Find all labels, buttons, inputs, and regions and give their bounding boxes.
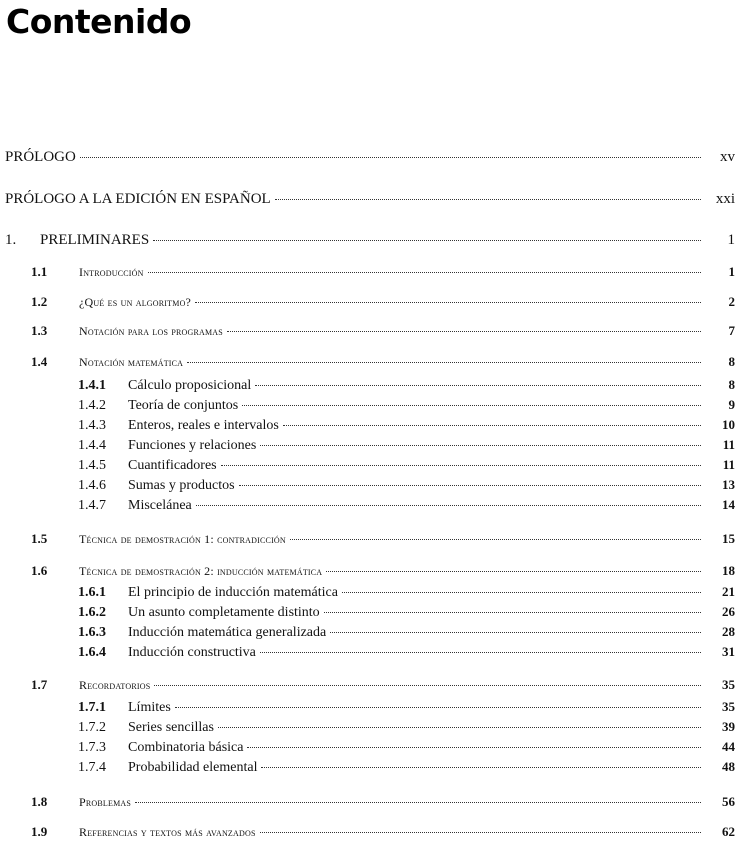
toc-entry-number: 1.4 — [31, 354, 48, 369]
dot-leader — [135, 802, 701, 803]
toc-entry-title: El principio de inducción matemática — [128, 585, 338, 600]
toc-entry-title: Combinatoria básica — [128, 740, 244, 755]
toc-entry-number: 1.6.4 — [78, 645, 106, 660]
toc-entry-title: Inducción matemática generalizada — [128, 625, 327, 640]
dot-leader — [148, 272, 701, 273]
toc-entry-1-6 — [0, 564, 739, 577]
toc-entry-prologo — [0, 150, 739, 165]
toc-entry-page: 35 — [722, 699, 735, 714]
toc-entry-page: 48 — [722, 759, 735, 774]
toc-entry-page: 11 — [722, 457, 735, 472]
toc-entry-title: Cálculo proposicional — [128, 378, 252, 393]
toc-entry-1-7-3 — [0, 740, 739, 755]
toc-entry-page: 2 — [728, 294, 735, 309]
dot-leader — [260, 832, 701, 833]
toc-entry-page: 11 — [722, 437, 735, 452]
toc-entry-1-2 — [0, 295, 739, 308]
toc-entry-page: 13 — [722, 477, 735, 492]
toc-entry-title: Sumas y productos — [128, 478, 235, 493]
toc-entry-number: 1.7 — [31, 677, 48, 692]
dot-leader — [261, 767, 701, 768]
toc-entry-title: Enteros, reales e intervalos — [128, 418, 279, 433]
toc-entry-page: 21 — [722, 584, 735, 599]
toc-entry-title: Miscelánea — [128, 498, 192, 513]
toc-entry-1-4 — [0, 355, 739, 368]
dot-leader — [326, 571, 701, 572]
toc-entry-title: Recordatorios — [79, 678, 151, 692]
dot-leader — [342, 592, 701, 593]
dot-leader — [195, 302, 701, 303]
toc-entry-number: 1.7.1 — [78, 700, 106, 715]
toc-entry-number: 1.7.3 — [78, 740, 106, 755]
toc-entry-number: 1.4.5 — [78, 458, 106, 473]
toc-entry-title: Problemas — [79, 795, 132, 809]
toc-entry-page: xv — [720, 149, 735, 165]
dot-leader — [80, 157, 701, 158]
toc-entry-1-1 — [0, 265, 739, 278]
toc-entry-number: 1.4.6 — [78, 478, 106, 493]
dot-leader — [242, 405, 701, 406]
toc-entry-title: PRÓLOGO A LA EDICIÓN EN ESPAÑOL — [5, 191, 271, 207]
toc-entry-1-6-3 — [0, 625, 739, 640]
toc-entry-1-4-5 — [0, 458, 739, 473]
toc-entry-page: 39 — [722, 719, 735, 734]
toc-entry-page: 14 — [722, 497, 735, 512]
toc-entry-title: Teoría de conjuntos — [128, 398, 239, 413]
toc-entry-title: PRÓLOGO — [5, 149, 76, 165]
toc-entry-number: 1.6.3 — [78, 625, 106, 640]
toc-entry-title: Notación para los programas — [79, 324, 223, 338]
toc-entry-page: 8 — [728, 377, 735, 392]
dot-leader — [247, 747, 701, 748]
toc-entry-page: 18 — [722, 563, 735, 578]
toc-entry-number: 1.4.3 — [78, 418, 106, 433]
toc-entry-title: Inducción constructiva — [128, 645, 256, 660]
toc-entry-1-4-6 — [0, 478, 739, 493]
toc-entry-title: ¿Qué es un algoritmo? — [79, 295, 192, 309]
toc-entry-title: Técnica de demostración 1: contradicción — [79, 532, 286, 546]
dot-leader — [260, 652, 701, 653]
toc-entry-1-7-2 — [0, 720, 739, 735]
toc-entry-number: 1.7.2 — [78, 720, 106, 735]
toc-entry-1-3 — [0, 324, 739, 337]
dot-leader — [154, 685, 701, 686]
toc-entry-number: 1.8 — [31, 794, 48, 809]
toc-entry-page: 31 — [722, 644, 735, 659]
toc-entry-page: 62 — [722, 824, 735, 839]
toc-entry-1-4-7 — [0, 498, 739, 513]
toc-entry-number: 1.6.2 — [78, 605, 106, 620]
toc-entry-1-9 — [0, 825, 739, 838]
dot-leader — [187, 362, 701, 363]
toc-entry-1-6-2 — [0, 605, 739, 620]
toc-entry-number: 1.2 — [31, 294, 48, 309]
toc-entry-title: Referencias y textos más avanzados — [79, 825, 256, 839]
dot-leader — [239, 485, 701, 486]
toc-entry-number: 1.1 — [31, 264, 48, 279]
toc-entry-page: 8 — [728, 354, 735, 369]
toc-entry-title: Series sencillas — [128, 720, 214, 735]
toc-entry-1-4-2 — [0, 398, 739, 413]
toc-entry-number: 1.6.1 — [78, 585, 106, 600]
toc-entry-number: 1.3 — [31, 323, 48, 338]
toc-entry-number: 1.9 — [31, 824, 48, 839]
toc-entry-page: 9 — [728, 397, 735, 412]
toc-entry-title: Cuantificadores — [128, 458, 217, 473]
toc-entry-title: Notación matemática — [79, 355, 184, 369]
dot-leader — [255, 385, 701, 386]
toc-entry-number: 1.4.1 — [78, 378, 106, 393]
toc-entry-title: Funciones y relaciones — [128, 438, 257, 453]
toc-entry-1-5 — [0, 532, 739, 545]
toc-entry-title: Un asunto completamente distinto — [128, 605, 320, 620]
toc-entry-page: 35 — [722, 677, 735, 692]
toc-entry-page: 7 — [728, 323, 735, 338]
dot-leader — [324, 612, 701, 613]
page-title: Contenido — [6, 2, 192, 41]
toc-entry-number: 1.4.4 — [78, 438, 106, 453]
toc-entry-title: Introducción — [79, 265, 144, 279]
dot-leader — [175, 707, 701, 708]
dot-leader — [221, 465, 701, 466]
toc-entry-page: 26 — [722, 604, 735, 619]
toc-entry-prologo-espanol — [0, 192, 739, 207]
toc-entry-page: 28 — [722, 624, 735, 639]
toc-entry-title: Límites — [128, 700, 171, 715]
dot-leader — [283, 425, 701, 426]
toc-entry-page: 15 — [722, 531, 735, 546]
toc-entry-page: 1 — [727, 232, 735, 248]
dot-leader — [290, 539, 701, 540]
toc-entry-1-4-1 — [0, 378, 739, 393]
dot-leader — [330, 632, 701, 633]
toc-entry-page: xxi — [715, 191, 735, 207]
toc-entry-1-4-4 — [0, 438, 739, 453]
dot-leader — [227, 331, 701, 332]
toc-entry-1-4-3 — [0, 418, 739, 433]
toc-entry-number: 1.4.2 — [78, 398, 106, 413]
toc-entry-1-7-4 — [0, 760, 739, 775]
dot-leader — [218, 727, 701, 728]
toc-entry-number: 1.7.4 — [78, 760, 106, 775]
toc-entry-1-8 — [0, 795, 739, 808]
toc-entry-number: 1. — [5, 232, 17, 248]
toc-entry-1-7 — [0, 678, 739, 691]
toc-entry-1-7-1 — [0, 700, 739, 715]
dot-leader — [260, 445, 701, 446]
dot-leader — [196, 505, 701, 506]
toc-entry-number: 1.5 — [31, 531, 48, 546]
toc-entry-page: 44 — [722, 739, 735, 754]
toc-entry-title: Técnica de demostración 2: inducción matemática — [79, 564, 323, 578]
dot-leader — [153, 240, 701, 241]
toc-entry-1-6-1 — [0, 585, 739, 600]
toc-entry-chapter-1 — [0, 233, 739, 248]
toc-entry-page: 10 — [722, 417, 735, 432]
dot-leader — [275, 199, 701, 200]
toc-entry-title: PRELIMINARES — [40, 232, 150, 248]
toc-entry-number: 1.4.7 — [78, 498, 106, 513]
toc-entry-page: 1 — [728, 264, 735, 279]
toc-entry-1-6-4 — [0, 645, 739, 660]
toc-entry-number: 1.6 — [31, 563, 48, 578]
toc-entry-page: 56 — [722, 794, 735, 809]
toc-entry-title: Probabilidad elemental — [128, 760, 258, 775]
